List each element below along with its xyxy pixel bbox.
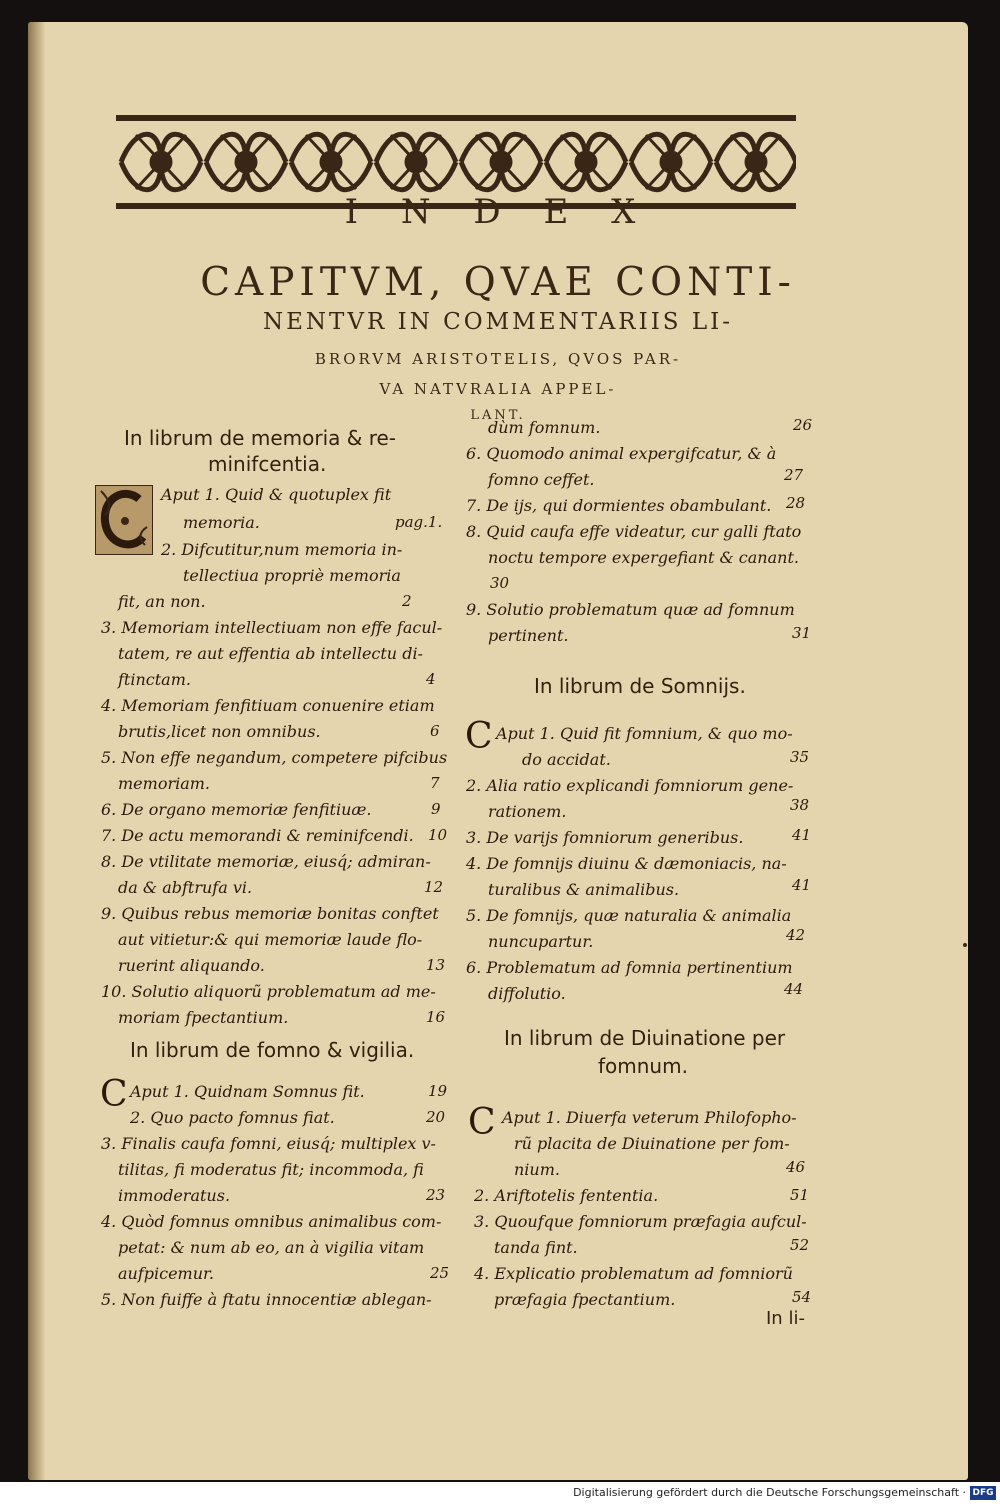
- entry-somno-9: 9. Solutio problematum quæ ad fomnum: [466, 600, 795, 619]
- entry-somno-7: 7. De ijs, qui dormientes obambulant.: [466, 496, 772, 515]
- entry-memoria-4: 4. Memoriam fenfitiuam conuenire etiam: [101, 696, 435, 715]
- page-number: 10: [428, 826, 448, 844]
- title-line-2: NENTVR IN COMMENTARIIS LI-: [263, 309, 733, 335]
- drop-cap-c: C: [468, 1102, 496, 1143]
- page-number: 35: [790, 748, 810, 766]
- entry-somno-6-cont: fomno ceffet.: [488, 470, 595, 489]
- entry-memoria-10: 10. Solutio aliquorũ problematum ad me-: [101, 982, 436, 1001]
- page-number: 7: [430, 774, 440, 792]
- entry-diuinatione-1-cont: rũ placita de Diuinatione per fom-: [514, 1134, 790, 1153]
- page-number: 27: [784, 466, 804, 484]
- entry-somnijs-5: 5. De fomnijs, quæ naturalia & animalia: [466, 906, 792, 925]
- page-number: 51: [790, 1186, 810, 1204]
- entry-somno-2: 2. Quo pacto fomnus fiat.: [130, 1108, 335, 1127]
- entry-somno-3: 3. Finalis caufa fomni, eiusq́; multiplex v-: [101, 1134, 436, 1153]
- entry-memoria-2-cont2: fit, an non.: [118, 592, 206, 611]
- page-number: 52: [790, 1236, 810, 1254]
- page-number: 13: [426, 956, 446, 974]
- page-number: 30: [490, 574, 510, 592]
- entry-somnijs-4: 4. De fomnijs diuinu & dæmoniacis, na-: [466, 854, 787, 873]
- decorated-initial-c: [95, 485, 153, 555]
- page-number: 26: [793, 416, 813, 434]
- catchword: In li-: [766, 1308, 805, 1329]
- page-number: 41: [792, 826, 812, 844]
- entry-somnijs-4-cont: turalibus & animalibus.: [488, 880, 680, 899]
- entry-somno-9-cont: pertinent.: [488, 626, 569, 645]
- entry-somnijs-1-cont: do accidat.: [522, 750, 611, 769]
- section-heading-memoria-cont: minifcentia.: [208, 452, 327, 476]
- entry-somnijs-6: 6. Problematum ad fomnia pertinentium: [466, 958, 793, 977]
- entry-memoria-9: 9. Quibus rebus memoriæ bonitas conftet: [101, 904, 439, 923]
- page-number: 12: [424, 878, 444, 896]
- page-number: 19: [428, 1082, 448, 1100]
- page-number: 9: [431, 800, 441, 818]
- entry-memoria-8-cont: da & abftrufa vi.: [118, 878, 253, 897]
- page-number: 42: [786, 926, 806, 944]
- entry-diuinatione-3-cont: tanda fint.: [494, 1238, 578, 1257]
- page-spine-shadow: [28, 22, 46, 1480]
- entry-memoria-3-cont: tatem, re aut effentia ab intellectu di-: [118, 644, 423, 663]
- entry-somno-4: 4. Quòd fomnus omnibus animalibus com-: [101, 1212, 442, 1231]
- entry-memoria-3-cont2: ftinctam.: [118, 670, 191, 689]
- entry-somno-3-cont: tilitas, fi moderatus fit; incommoda, fi: [118, 1160, 424, 1179]
- entry-memoria-5: 5. Non effe negandum, competere pifcibus: [101, 748, 448, 767]
- entry-somnijs-2: 2. Alia ratio explicandi fomniorum gene-: [466, 776, 794, 795]
- entry-somno-6: 6. Quomodo animal expergifcatur, & à: [466, 444, 777, 463]
- entry-diuinatione-2: 2. Ariftotelis fententia.: [474, 1186, 659, 1205]
- page-number: 44: [784, 980, 804, 998]
- entry-memoria-8: 8. De vtilitate memoriæ, eiusq́; admiran-: [101, 852, 431, 871]
- page-number: 20: [426, 1108, 446, 1126]
- entry-diuinatione-1-cont2: nium.: [514, 1160, 560, 1179]
- section-heading-memoria: In librum de memoria & re-: [124, 426, 396, 450]
- drop-cap-c: C: [465, 716, 493, 757]
- page-number: 23: [426, 1186, 446, 1204]
- page-number: 41: [792, 876, 812, 894]
- index-heading: I N D E X: [344, 192, 652, 232]
- page-number: 31: [792, 624, 812, 642]
- entry-memoria-6: 6. De organo memoriæ fenfitiuæ.: [101, 800, 372, 819]
- drop-cap-c: C: [100, 1074, 128, 1115]
- entry-somnijs-2-cont: rationem.: [488, 802, 567, 821]
- footer-credit-text: Digitalisierung gefördert durch die Deutsche Forschungsgemeinschaft ·: [573, 1486, 966, 1499]
- page-number: 4: [426, 670, 436, 688]
- entry-somno-5-cont: dùm fomnum.: [488, 418, 601, 437]
- entry-somno-1: Aput 1. Quidnam Somnus fit.: [130, 1082, 365, 1101]
- page-number: 2: [402, 592, 412, 610]
- entry-memoria-1-cont: memoria.: [183, 513, 260, 532]
- section-heading-diuinatione: In librum de Diuinatione per: [504, 1026, 786, 1050]
- entry-memoria-2: 2. Difcutitur,num memoria in-: [161, 540, 403, 559]
- section-heading-somno: In librum de fomno & vigilia.: [130, 1038, 415, 1062]
- entry-somno-5: 5. Non fuiffe à ftatu innocentiæ ablegan-: [101, 1290, 432, 1309]
- entry-memoria-4-cont: brutis,licet non omnibus.: [118, 722, 321, 741]
- entry-diuinatione-3: 3. Quoufque fomniorum præfagia aufcul-: [474, 1212, 807, 1231]
- section-heading-diuinatione-cont: fomnum.: [598, 1054, 688, 1078]
- page-number: 28: [786, 494, 806, 512]
- page-number: 46: [786, 1158, 806, 1176]
- page-number: 25: [430, 1264, 450, 1282]
- title-line-4: VA NATVRALIA APPEL-: [379, 380, 617, 398]
- dfg-logo-icon: DFG: [970, 1486, 996, 1500]
- entry-memoria-3: 3. Memoriam intellectiuam non effe facul-: [101, 618, 443, 637]
- entry-somnijs-5-cont: nuncupartur.: [488, 932, 594, 951]
- entry-somnijs-6-cont: diffolutio.: [488, 984, 566, 1003]
- entry-diuinatione-1: Aput 1. Diuerfa veterum Philofopho-: [502, 1108, 797, 1127]
- page-number: 16: [426, 1008, 446, 1026]
- entry-memoria-9-cont: aut vitietur:& qui memoriæ laude flo-: [118, 930, 423, 949]
- page-number: 38: [790, 796, 810, 814]
- entry-somnijs-1: Aput 1. Quid fit fomnium, & quo mo-: [496, 724, 793, 743]
- entry-somno-4-cont: petat: & num ab eo, an à vigilia vitam: [118, 1238, 425, 1257]
- entry-somno-8-cont: noctu tempore expergefiant & canant.: [488, 548, 799, 567]
- entry-memoria-7: 7. De actu memorandi & reminifcendi.: [101, 826, 414, 845]
- title-line-3: BRORVM ARISTOTELIS, QVOS PAR-: [314, 350, 682, 368]
- page-number: 6: [430, 722, 440, 740]
- section-heading-somnijs: In librum de Somnijs.: [534, 674, 746, 698]
- entry-memoria-10-cont: moriam fpectantium.: [118, 1008, 289, 1027]
- page-number: pag.1.: [395, 513, 443, 531]
- entry-somno-8: 8. Quid caufa effe videatur, cur galli ftato: [466, 522, 802, 541]
- entry-somno-3-cont2: immoderatus.: [118, 1186, 231, 1205]
- entry-diuinatione-4: 4. Explicatio problematum ad fomniorũ: [474, 1264, 793, 1283]
- title-line-1: CAPITVM, QVAE CONTI-: [200, 260, 796, 305]
- title-line-5: LANT.: [470, 408, 526, 423]
- entry-somno-4-cont2: aufpicemur.: [118, 1264, 215, 1283]
- entry-diuinatione-4-cont: præfagia fpectantium.: [494, 1290, 676, 1309]
- book-page: [28, 22, 968, 1480]
- entry-memoria-9-cont2: ruerint aliquando.: [118, 956, 265, 975]
- entry-memoria-2-cont: tellectiua propriè memoria: [183, 566, 401, 585]
- entry-memoria-1: Aput 1. Quid & quotuplex fit: [161, 485, 392, 504]
- page-number: 54: [792, 1288, 812, 1306]
- entry-somnijs-3: 3. De varijs fomniorum generibus.: [466, 828, 744, 847]
- entry-memoria-5-cont: memoriam.: [118, 774, 211, 793]
- digitization-footer: [0, 1482, 1000, 1506]
- page-blemish: [963, 943, 967, 947]
